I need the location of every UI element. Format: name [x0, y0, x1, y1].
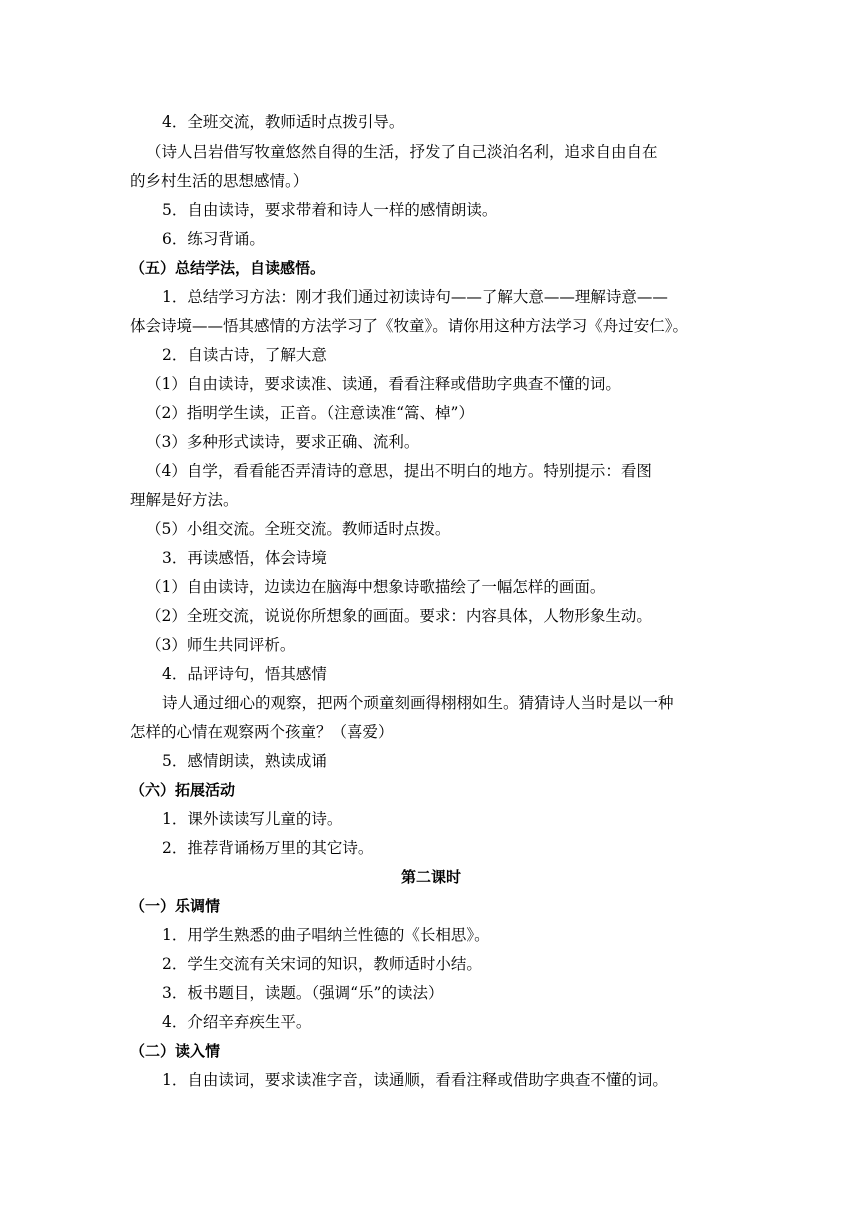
text-line: （5）小组交流。全班交流。教师适时点拨。: [146, 520, 451, 538]
text-line: （2）指明学生读，正音。（注意读准“篙、棹”）: [146, 404, 474, 422]
text-line: 诗人通过细心的观察，把两个顽童刻画得栩栩如生。猜猜诗人当时是以一种: [162, 694, 674, 712]
text-line: 体会诗境——悟其感情的方法学习了《牧童》。请你用这种方法学习《舟过安仁》。: [130, 317, 689, 335]
text-line: 5．自由读诗，要求带着和诗人一样的感情朗读。: [162, 201, 498, 219]
text-line: 4．品评诗句，悟其感情: [162, 665, 327, 683]
text-line: （2）全班交流，说说你所想象的画面。要求：内容具体，人物形象生动。: [146, 607, 652, 625]
text-line: 5．感情朗读，熟读成诵: [162, 752, 327, 770]
text-line: 6．练习背诵。: [162, 230, 265, 248]
text-line: 怎样的心情在观察两个孩童？（喜爱）: [130, 723, 394, 741]
section-heading: （六）拓展活动: [130, 781, 236, 799]
text-line: 2．推荐背诵杨万里的其它诗。: [162, 839, 374, 857]
text-line: 1．自由读词，要求读准字音，读通顺，看看注释或借助字典查不懂的词。: [162, 1071, 668, 1089]
text-line: 2．自读古诗，了解大意: [162, 346, 327, 364]
text-line: 1．总结学习方法：刚才我们通过初读诗句——了解大意——理解诗意——: [162, 288, 668, 306]
text-line: 4．介绍辛弃疾生平。: [162, 1013, 312, 1031]
text-line: 2．学生交流有关宋词的知识，教师适时小结。: [162, 955, 482, 973]
section-heading: （一）乐调情: [130, 897, 221, 915]
text-line: （3）师生共同评析。: [146, 636, 296, 654]
text-line: （1）自由读诗，要求读准、读通，看看注释或借助字典查不懂的词。: [146, 375, 621, 393]
text-line: （4）自学，看看能否弄清诗的意思，提出不明白的地方。特别提示：看图: [146, 462, 652, 480]
text-line: 3．板书题目，读题。（强调“乐”的读法）: [162, 984, 444, 1002]
text-line: 的乡村生活的思想感情。）: [130, 172, 309, 190]
text-line: （诗人吕岩借写牧童悠然自得的生活，抒发了自己淡泊名利，追求自由自在: [146, 143, 658, 161]
section-heading: （二）读入情: [130, 1042, 221, 1060]
text-line: （1）自由读诗，边读边在脑海中想象诗歌描绘了一幅怎样的画面。: [146, 578, 606, 596]
text-line: 1．课外读读写儿童的诗。: [162, 810, 343, 828]
text-line: 1．用学生熟悉的曲子唱纳兰性德的《长相思》。: [162, 926, 490, 944]
lesson-title: 第二课时: [400, 868, 461, 886]
section-heading: （五）总结学法，自读感悟。: [130, 259, 326, 277]
text-line: 理解是好方法。: [130, 491, 239, 509]
text-line: （3）多种形式读诗，要求正确、流利。: [146, 433, 420, 451]
text-line: 3．再读感悟，体会诗境: [162, 549, 327, 567]
text-line: 4．全班交流，教师适时点拨引导。: [162, 113, 405, 131]
